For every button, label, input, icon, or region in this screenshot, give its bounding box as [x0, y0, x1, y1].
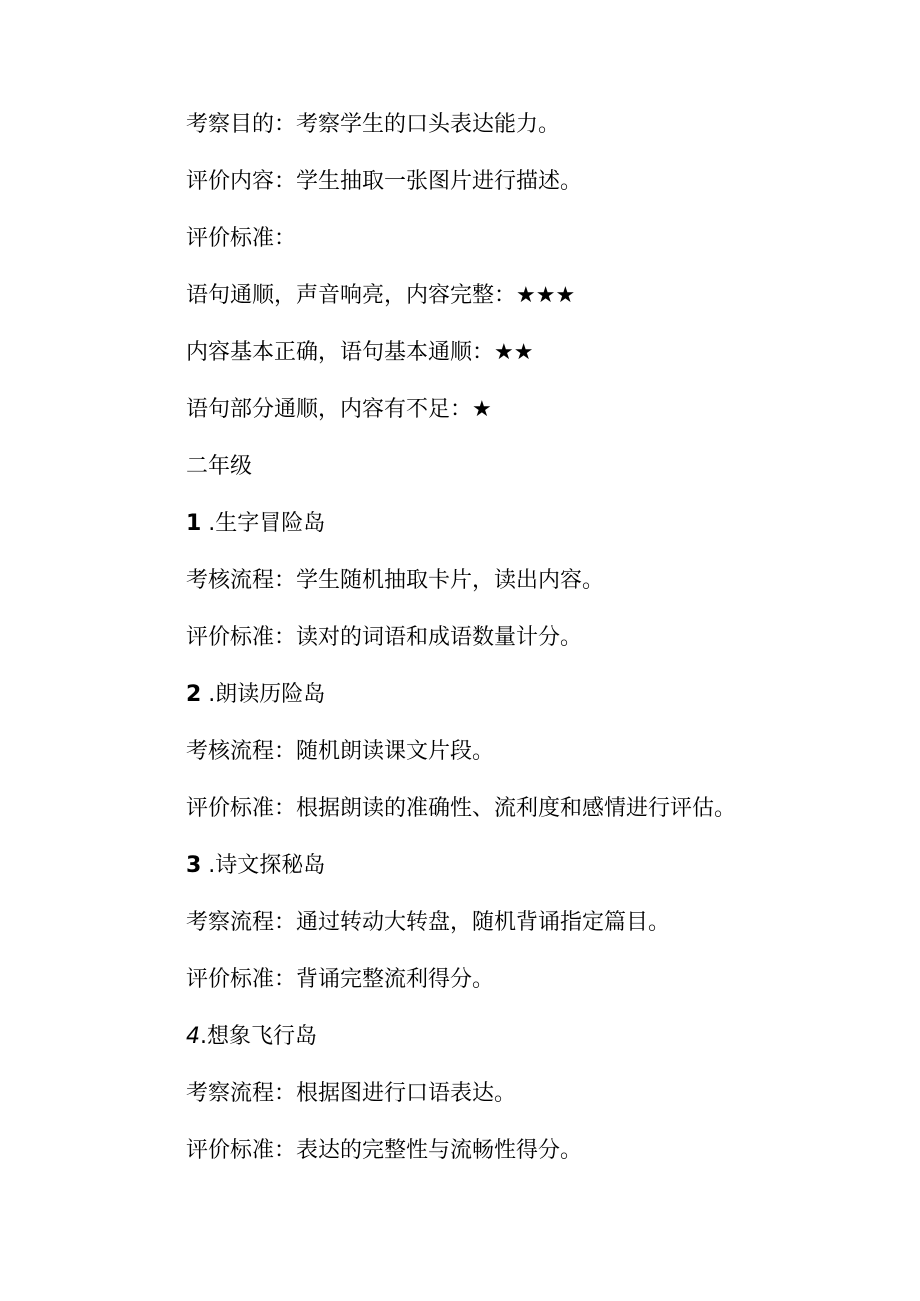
section-4-standard: 评价标准：表达的完整性与流畅性得分。 — [186, 1138, 583, 1163]
rating-one-star: 语句部分通顺，内容有不足：★ — [186, 397, 492, 422]
section-3-title-text: .诗文探秘岛 — [201, 853, 326, 878]
section-4-number: 4 — [186, 1024, 200, 1049]
section-3-number: 3 — [186, 853, 202, 878]
section-2-standard: 评价标准：根据朗读的准确性、流利度和感情进行评估。 — [186, 796, 737, 821]
rating-three-stars: 语句通顺，声音响亮，内容完整：★★★ — [186, 283, 576, 308]
section-3-standard: 评价标准：背诵完整流利得分。 — [186, 967, 495, 992]
section-4-title — [186, 1022, 317, 1052]
section-2-process: 考核流程：随机朗读课文片段。 — [186, 739, 495, 764]
content-line: 评价内容：学生抽取一张图片进行描述。 — [186, 169, 583, 194]
section-3-process: 考察流程：通过转动大转盘，随机背诵指定篇目。 — [186, 910, 671, 935]
section-2-title-text: .朗读历险岛 — [201, 682, 326, 707]
section-4-process: 考察流程：根据图进行口语表达。 — [186, 1081, 517, 1106]
section-1-title — [186, 509, 325, 539]
section-1-standard: 评价标准：读对的词语和成语数量计分。 — [186, 625, 583, 650]
standard-heading: 评价标准： — [186, 226, 297, 251]
objective-line: 考察目的：考察学生的口头表达能力。 — [186, 112, 561, 137]
rating-two-stars: 内容基本正确，语句基本通顺：★★ — [186, 340, 534, 365]
section-2-title — [186, 680, 325, 710]
section-1-title-text: .生字冒险岛 — [201, 511, 326, 536]
grade-heading: 二年级 — [186, 454, 253, 479]
section-4-title-text: .想象飞行岛 — [200, 1024, 317, 1049]
section-3-title — [186, 851, 325, 881]
section-2-number: 2 — [186, 682, 202, 707]
section-1-process: 考核流程：学生随机抽取卡片，读出内容。 — [186, 568, 605, 593]
section-1-number: 1 — [186, 511, 202, 536]
